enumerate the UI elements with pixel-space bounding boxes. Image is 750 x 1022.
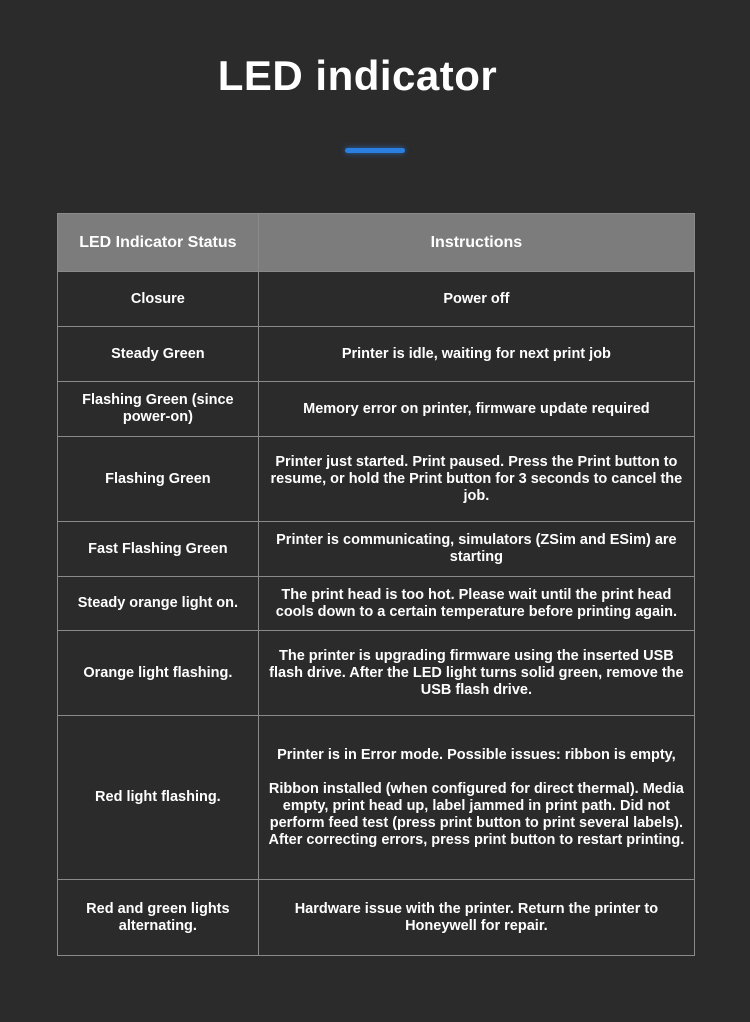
status-cell: Flashing Green: [58, 437, 259, 522]
instruction-cell: Printer just started. Print paused. Press the Print button to resume, or hold the Print button for 3 seconds to cancel the job.: [258, 437, 694, 522]
status-cell: Red light flashing.: [58, 716, 259, 880]
header-status: LED Indicator Status: [58, 214, 259, 272]
page-title: LED indicator: [217, 52, 498, 99]
instruction-cell: [258, 716, 694, 880]
table-row: [58, 880, 695, 956]
led-indicator-table: [57, 213, 695, 956]
status-cell: Orange light flashing.: [58, 631, 259, 716]
instruction-line: Ribbon installed (when configured for direct thermal). Media empty, print head up, label jammed in print path. Did not perform feed test (press print button to print several labels). After correcting errors, press print button to restart printing.: [268, 780, 685, 848]
table-row: [58, 522, 695, 577]
instruction-cell: The printer is upgrading firmware using the inserted USB flash drive. After the LED light turns solid green, remove the USB flash drive.: [258, 631, 694, 716]
status-cell: Steady orange light on.: [58, 577, 259, 631]
instruction-line: Printer is in Error mode. Possible issues: ribbon is empty,: [277, 746, 676, 763]
title-accent-bar: [345, 148, 405, 153]
table-row: [58, 577, 695, 631]
instruction-cell: Printer is idle, waiting for next print job: [258, 327, 694, 382]
instruction-cell: The print head is too hot. Please wait until the print head cools down to a certain temperature before printing again.: [258, 577, 694, 631]
status-cell: Fast Flashing Green: [58, 522, 259, 577]
table-header-row: [58, 214, 695, 272]
table-row: [58, 437, 695, 522]
table-row: [58, 272, 695, 327]
instruction-cell: Hardware issue with the printer. Return the printer to Honeywell for repair.: [258, 880, 694, 956]
status-cell: Flashing Green (since power-on): [58, 382, 259, 437]
table-row: [58, 382, 695, 437]
table-row: [58, 327, 695, 382]
table-row: [58, 631, 695, 716]
instruction-cell: Memory error on printer, firmware update required: [258, 382, 694, 437]
status-cell: Red and green lights alternating.: [58, 880, 259, 956]
instruction-cell: Power off: [258, 272, 694, 327]
status-cell: Steady Green: [58, 327, 259, 382]
header-instructions: Instructions: [258, 214, 694, 272]
status-cell: Closure: [58, 272, 259, 327]
table-row: [58, 716, 695, 880]
instruction-cell: Printer is communicating, simulators (ZSim and ESim) are starting: [258, 522, 694, 577]
